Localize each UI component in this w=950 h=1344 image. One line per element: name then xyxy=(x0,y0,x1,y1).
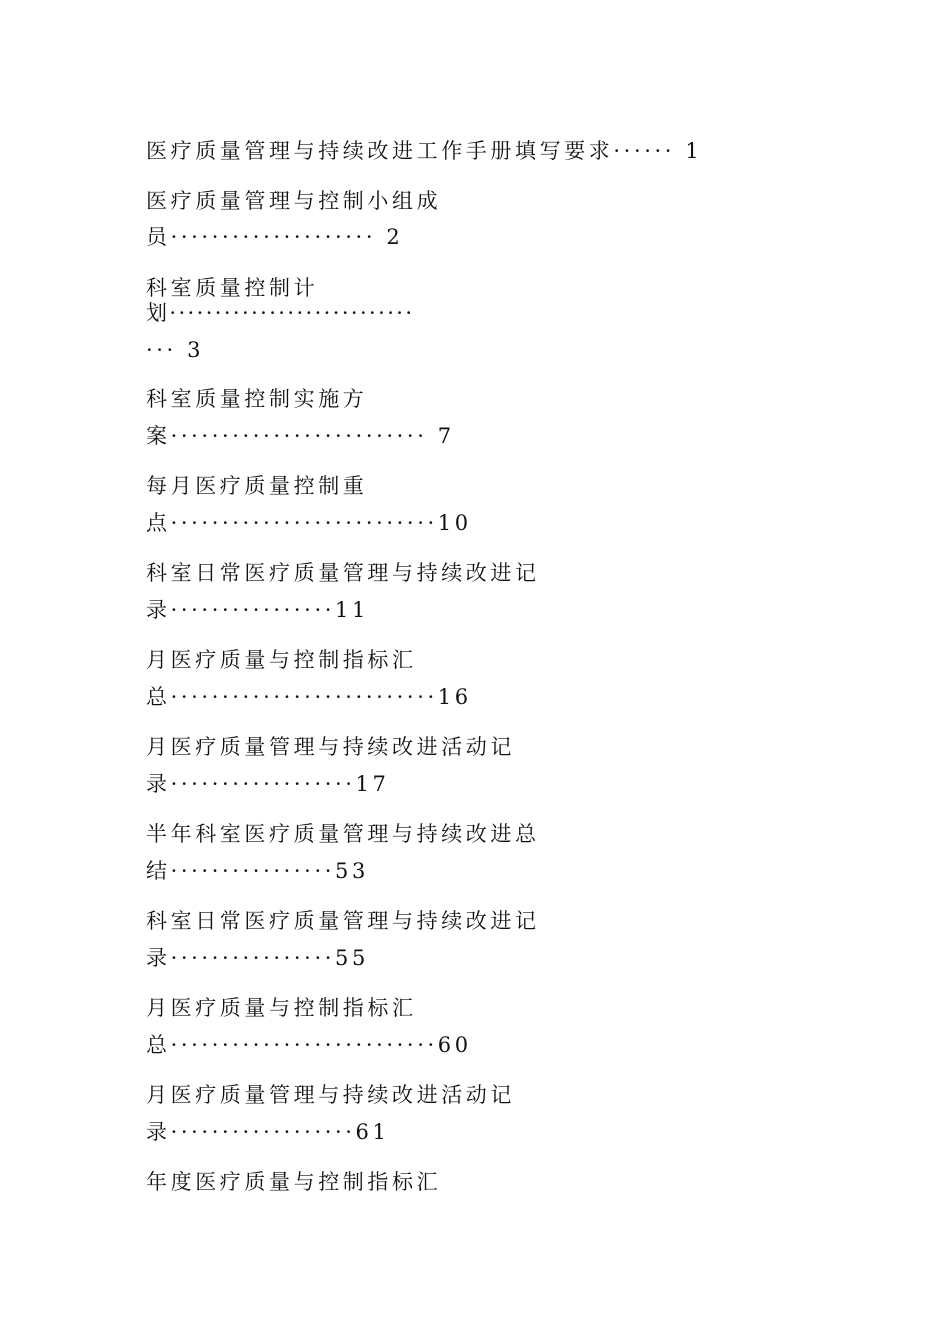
toc-line: 录················11 xyxy=(146,598,369,622)
toc-line: 科室质量控制计 xyxy=(146,276,319,300)
toc-line: 结················53 xyxy=(146,859,369,883)
toc-line: 划··························· xyxy=(146,301,415,325)
toc-line: 科室日常医疗质量管理与持续改进记 xyxy=(146,561,540,585)
toc-line: 点··························10 xyxy=(146,511,472,535)
toc-line: 录················55 xyxy=(146,946,369,970)
toc-line: 半年科室医疗质量管理与持续改进总 xyxy=(146,822,540,846)
toc-line: 月医疗质量与控制指标汇 xyxy=(146,648,417,672)
toc-line: 月医疗质量管理与持续改进活动记 xyxy=(146,735,515,759)
toc-line: 科室质量控制实施方 xyxy=(146,387,368,411)
toc-line: 总··························60 xyxy=(146,1033,472,1057)
toc-line: 科室日常医疗质量管理与持续改进记 xyxy=(146,909,540,933)
toc-line: 员···················· 2 xyxy=(146,225,404,249)
toc-line: 录··················61 xyxy=(146,1120,390,1144)
toc-line: 年度医疗质量与控制指标汇 xyxy=(146,1170,442,1194)
toc-line: 录··················17 xyxy=(146,772,390,796)
toc-line: 总··························16 xyxy=(146,685,472,709)
toc-line: 月医疗质量与控制指标汇 xyxy=(146,996,417,1020)
toc-line: 每月医疗质量控制重 xyxy=(146,474,368,498)
toc-line: 医疗质量管理与持续改进工作手册填写要求······ 1 xyxy=(146,139,703,163)
toc-line: 月医疗质量管理与持续改进活动记 xyxy=(146,1083,515,1107)
toc-line: 医疗质量管理与控制小组成 xyxy=(146,189,442,213)
toc-line: ··· 3 xyxy=(146,338,205,362)
toc-line: 案························· 7 xyxy=(146,424,455,448)
